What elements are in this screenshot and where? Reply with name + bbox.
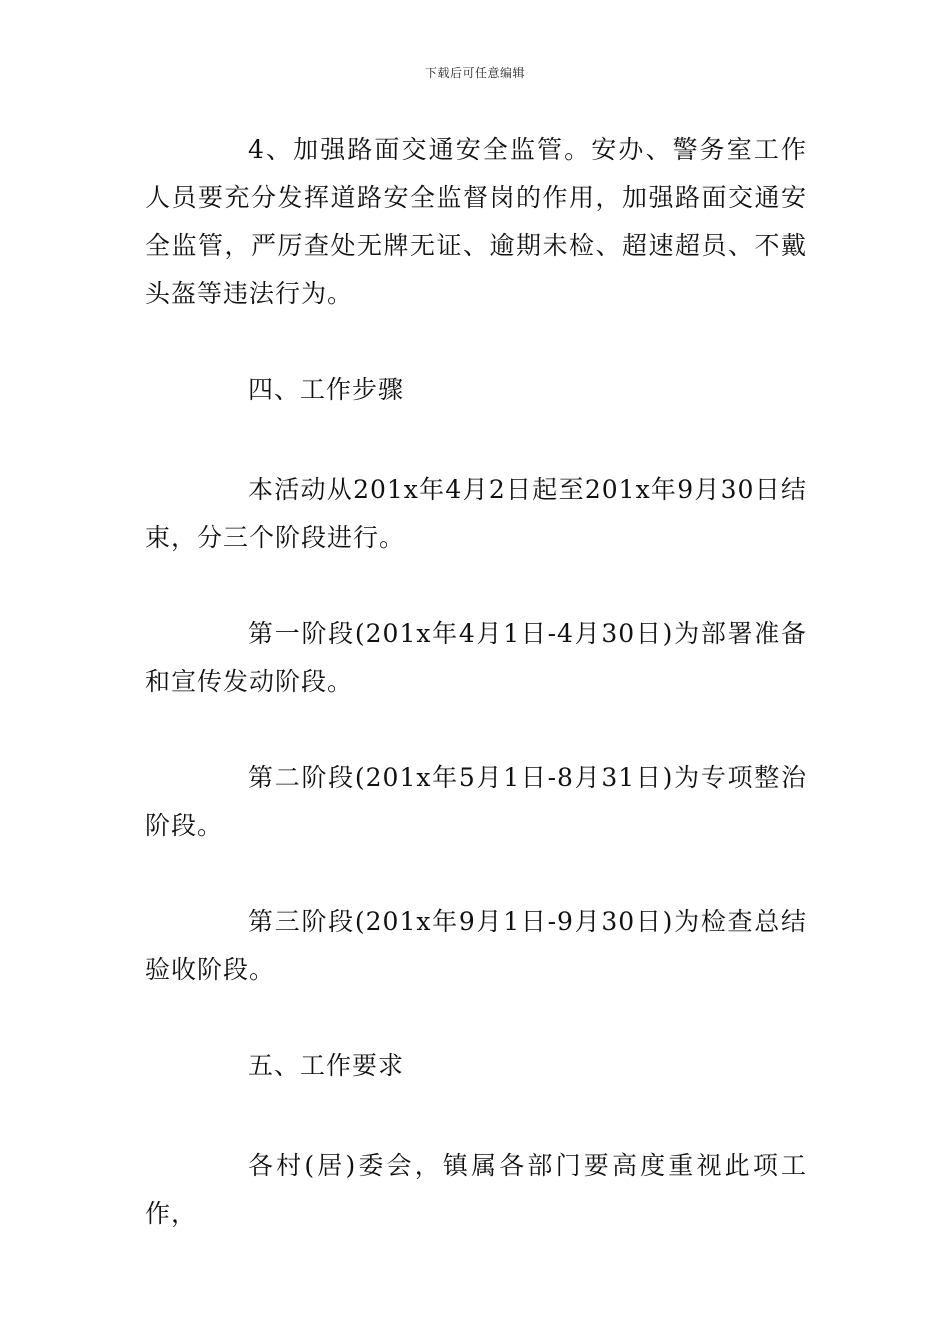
- paragraph-stage-three: 第三阶段(201x年9月1日-9月30日)为检查总结验收阶段。: [145, 907, 807, 984]
- paragraph-requirements-start: 各村(居)委会，镇属各部门要高度重视此项工作，: [145, 1151, 807, 1228]
- section-heading-work-requirements: 五、工作要求: [248, 1051, 405, 1080]
- paragraph-activity-period: 本活动从201x年4月2日起至201x年9月30日结束，分三个阶段进行。: [145, 475, 807, 552]
- paragraph-stage-two: 第二阶段(201x年5月1日-8月31日)为专项整治阶段。: [145, 763, 807, 840]
- paragraph-stage-one: 第一阶段(201x年4月1日-4月30日)为部署准备和宣传发动阶段。: [145, 619, 807, 696]
- section-heading-work-steps: 四、工作步骤: [248, 375, 405, 404]
- page-header: 下载后可任意编辑: [424, 66, 525, 80]
- paragraph-traffic-supervision: 4、加强路面交通安全监管。安办、警务室工作人员要充分发挥道路安全监督岗的作用，加强路面交通安全监管，严厉查处无牌无证、逾期未检、超速超员、不戴头盔等违法行为。: [145, 135, 807, 308]
- document-body: [145, 126, 807, 1286]
